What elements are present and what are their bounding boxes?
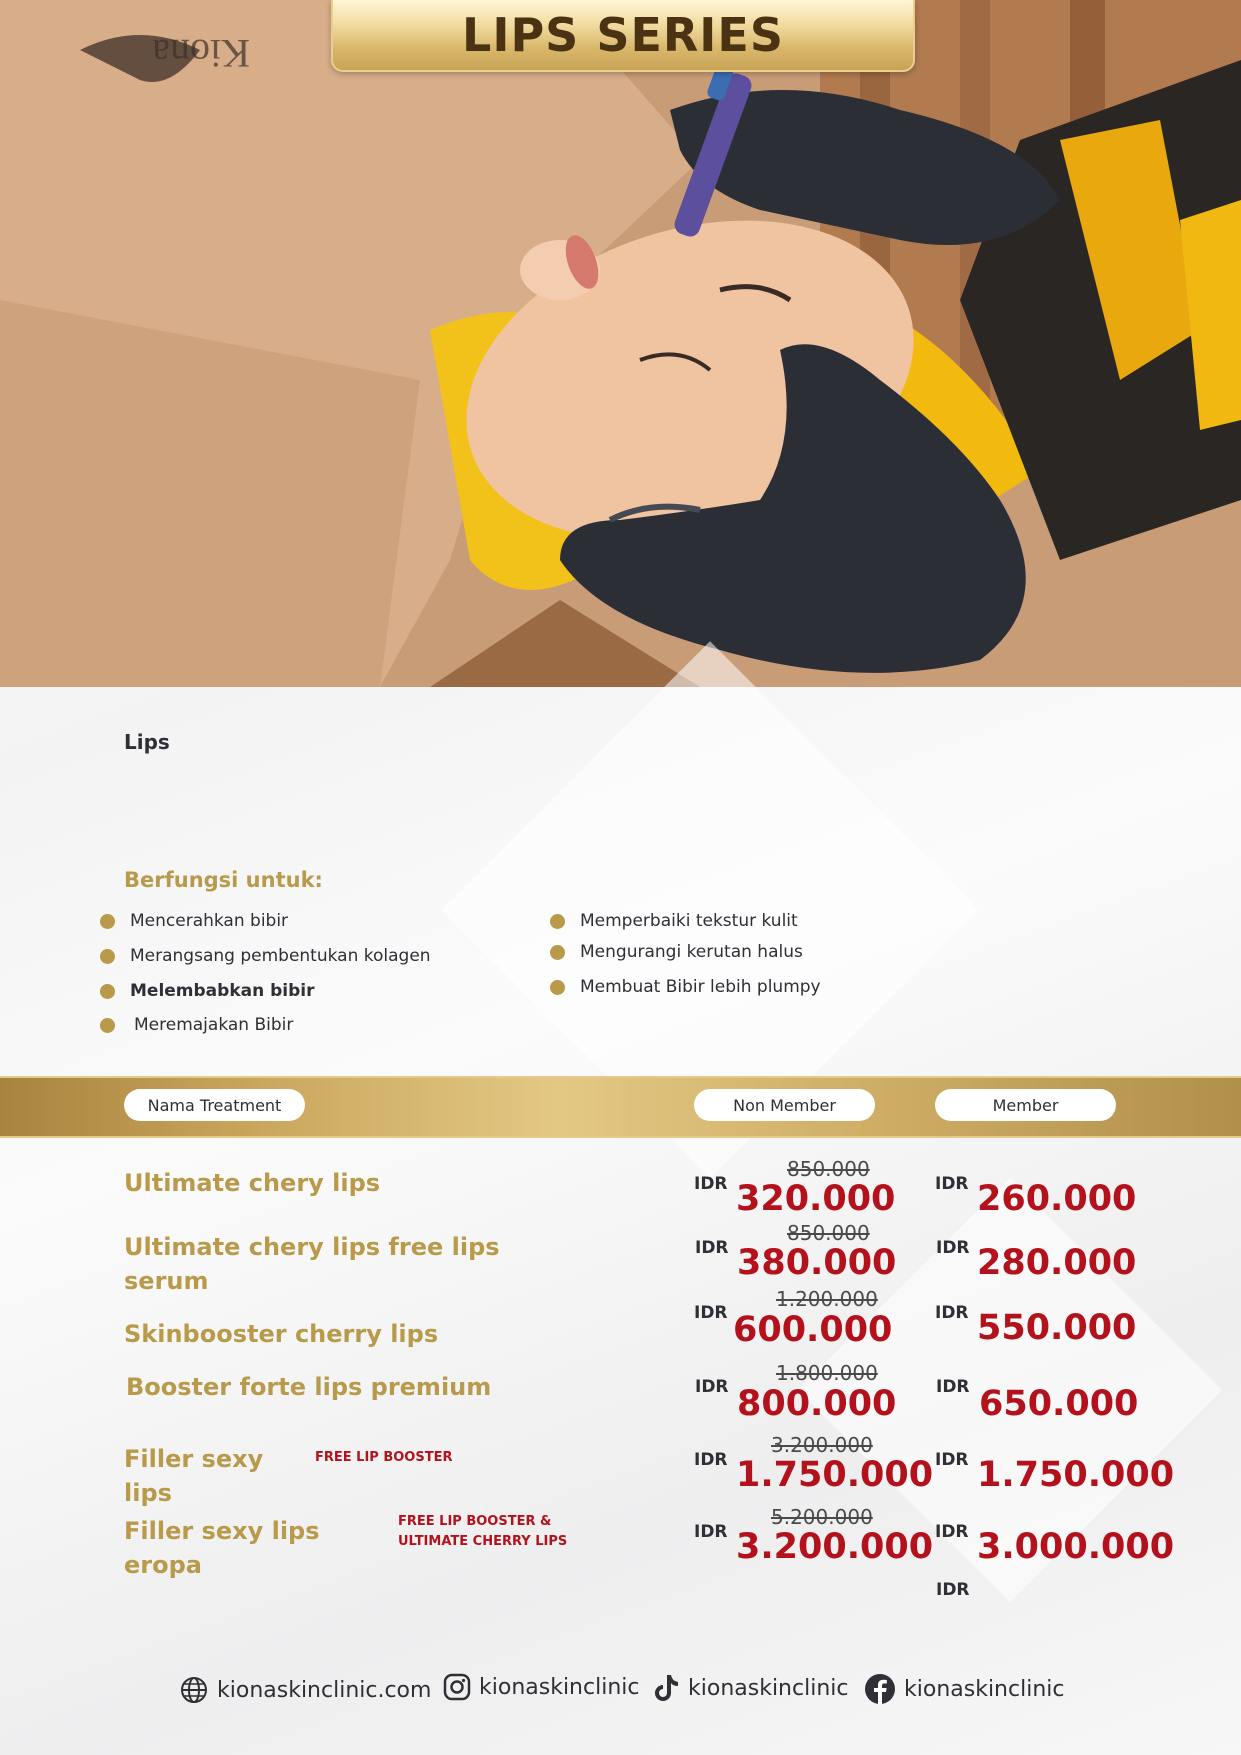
non-member-price: 800.000 [737,1384,897,1424]
original-price: 1.200.000 [776,1287,878,1311]
member-price: 550.000 [977,1308,1137,1348]
original-price: 1.800.000 [776,1361,878,1385]
currency-label: IDR [694,1174,728,1194]
original-price: 3.200.000 [771,1433,873,1457]
column-header-non-member: Non Member [694,1089,875,1121]
promo-note: FREE LIP BOOSTER & ULTIMATE CHERRY LIPS [398,1514,568,1549]
currency-label: IDR [935,1522,969,1542]
footer-instagram[interactable] [443,1673,639,1701]
svg-text:Kiona: Kiona [152,31,250,76]
treatment-name: Ultimate chery lips free lips serum [124,1233,500,1295]
tiktok-handle[interactable]: kionaskinclinic [688,1675,849,1701]
currency-label: IDR [936,1580,970,1600]
treatment-name: Ultimate chery lips [124,1169,381,1197]
non-member-price: 1.750.000 [736,1455,934,1495]
currency-label: IDR [695,1238,729,1258]
currency-label: IDR [695,1377,729,1397]
bullet-icon [550,914,565,929]
benefit-item: Mencerahkan bibir [100,911,288,931]
member-price: 3.000.000 [977,1527,1175,1567]
currency-label: IDR [694,1303,728,1323]
treatment-name: Booster forte lips premium [126,1373,492,1401]
member-price: 260.000 [977,1179,1137,1219]
non-member-price: 380.000 [737,1243,897,1283]
footer-facebook[interactable] [864,1673,1064,1705]
treatment-name: Skinbooster cherry lips [124,1320,439,1348]
hero-photo [0,0,1241,687]
benefit-item: Merangsang pembentukan kolagen [100,946,431,966]
benefit-item: Membuat Bibir lebih plumpy [550,977,821,997]
non-member-price: 600.000 [733,1310,893,1350]
bullet-icon [100,949,115,964]
non-member-price: 3.200.000 [736,1527,934,1567]
bullet-icon [550,945,565,960]
intro-label: Lips [124,730,170,754]
benefit-item: Meremajakan Bibir [100,1015,293,1035]
currency-label: IDR [694,1450,728,1470]
column-header-member: Member [935,1089,1116,1121]
treatment-photo-illustration [0,0,1241,687]
bullet-icon [100,1018,115,1033]
original-price: 850.000 [787,1157,870,1181]
benefit-item: Mengurangi kerutan halus [550,942,803,962]
facebook-icon [864,1673,896,1705]
title-banner [331,0,915,72]
facebook-handle[interactable]: kionaskinclinic [904,1676,1065,1702]
original-price: 5.200.000 [771,1505,873,1529]
globe-icon [179,1675,209,1705]
original-price: 850.000 [787,1221,870,1245]
non-member-price: 320.000 [736,1179,896,1219]
footer-website[interactable] [179,1675,431,1705]
member-price: 650.000 [979,1384,1139,1424]
bullet-icon [100,984,115,999]
currency-label: IDR [936,1377,970,1397]
page-title: LIPS SERIES [462,8,784,62]
column-header-treatment: Nama Treatment [124,1089,305,1121]
footer-tiktok[interactable] [652,1673,848,1703]
treatment-name: Filler sexy lips [124,1445,264,1507]
benefit-item: Melembabkan bibir [100,981,315,1001]
benefit-item: Memperbaiki tekstur kulit [550,911,798,931]
currency-label: IDR [935,1450,969,1470]
currency-label: IDR [935,1174,969,1194]
bullet-icon [550,980,565,995]
benefits-title: Berfungsi untuk: [124,868,323,892]
instagram-icon [443,1673,471,1701]
website-link[interactable]: kionaskinclinic.com [217,1677,432,1703]
member-price: 1.750.000 [977,1455,1175,1495]
currency-label: IDR [936,1238,970,1258]
treatment-name: Filler sexy lips eropa [124,1517,320,1579]
member-price: 280.000 [977,1243,1137,1283]
currency-label: IDR [694,1522,728,1542]
tiktok-icon [652,1673,680,1703]
instagram-handle[interactable]: kionaskinclinic [479,1674,640,1700]
currency-label: IDR [935,1303,969,1323]
promo-note: FREE LIP BOOSTER [315,1450,453,1465]
bullet-icon [100,914,115,929]
